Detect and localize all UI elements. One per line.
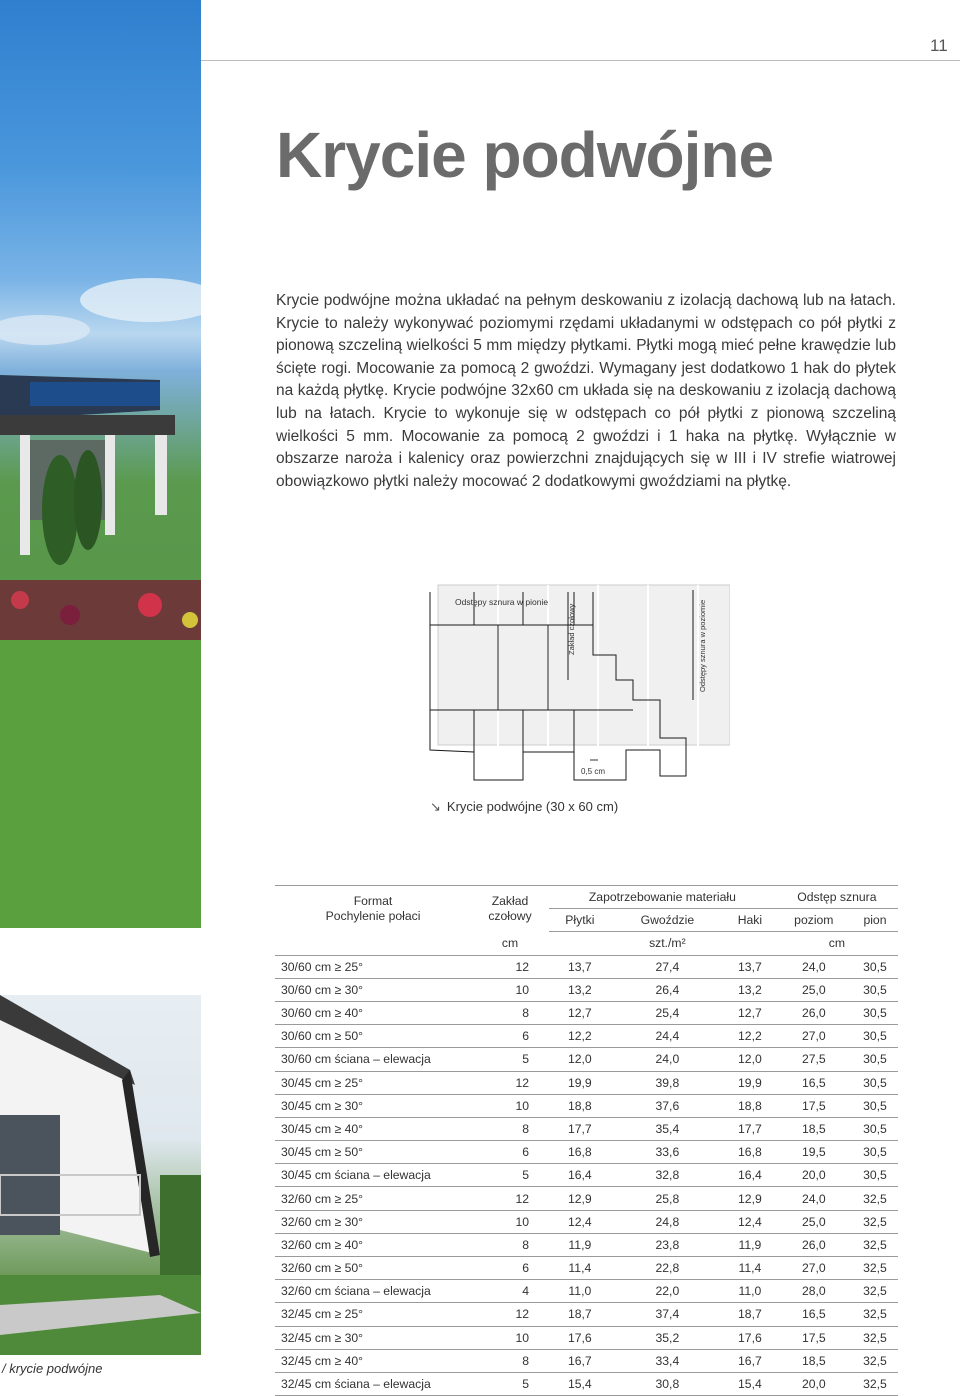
- material-table: [275, 885, 898, 1396]
- cell-vertical: 30,5: [852, 1141, 898, 1164]
- cell-hooks: 18,8: [724, 1094, 776, 1117]
- cell-tiles: 12,4: [549, 1210, 611, 1233]
- cell-vertical: 30,5: [852, 955, 898, 978]
- cell-nails: 35,4: [611, 1117, 724, 1140]
- cell-tiles: 15,4: [549, 1372, 611, 1395]
- cell-tiles: 16,8: [549, 1141, 611, 1164]
- cell-format: 30/60 cm ≥ 50°: [275, 1025, 471, 1048]
- cell-lap: 8: [471, 1233, 549, 1256]
- cell-format: 30/45 cm ≥ 40°: [275, 1117, 471, 1140]
- cell-format: 30/60 cm ≥ 25°: [275, 955, 471, 978]
- cell-tiles: 12,9: [549, 1187, 611, 1210]
- cell-nails: 23,8: [611, 1233, 724, 1256]
- cell-horizontal: 27,5: [776, 1048, 852, 1071]
- cell-nails: 33,6: [611, 1141, 724, 1164]
- cell-format: 32/45 cm ściana – elewacja: [275, 1372, 471, 1395]
- cell-nails: 24,0: [611, 1048, 724, 1071]
- cell-horizontal: 17,5: [776, 1326, 852, 1349]
- cell-nails: 25,4: [611, 1001, 724, 1024]
- label-gap: 0,5 cm: [581, 767, 606, 776]
- cell-format: 32/45 cm ≥ 25°: [275, 1303, 471, 1326]
- cell-format: 30/45 cm ściana – elewacja: [275, 1164, 471, 1187]
- table-row: [275, 1117, 898, 1140]
- cell-vertical: 32,5: [852, 1280, 898, 1303]
- cell-nails: 22,8: [611, 1257, 724, 1280]
- house-photo-top: [0, 0, 201, 928]
- table-row: [275, 1372, 898, 1395]
- cell-hooks: 12,0: [724, 1048, 776, 1071]
- cell-format: 32/60 cm ≥ 40°: [275, 1233, 471, 1256]
- cell-horizontal: 24,0: [776, 1187, 852, 1210]
- table-row: [275, 1233, 898, 1256]
- unit-material: szt./m²: [611, 932, 724, 955]
- header-tiles: Płytki: [549, 909, 611, 932]
- table-row: [275, 1094, 898, 1117]
- cell-nails: 30,8: [611, 1372, 724, 1395]
- cell-format: 30/60 cm ściana – elewacja: [275, 1048, 471, 1071]
- cell-horizontal: 16,5: [776, 1071, 852, 1094]
- cell-hooks: 17,7: [724, 1117, 776, 1140]
- cell-hooks: 11,4: [724, 1257, 776, 1280]
- cell-nails: 27,4: [611, 955, 724, 978]
- cell-lap: 5: [471, 1164, 549, 1187]
- cell-lap: 6: [471, 1025, 549, 1048]
- cell-lap: 8: [471, 1349, 549, 1372]
- cell-nails: 32,8: [611, 1164, 724, 1187]
- label-vertical-spacing: Odstępy sznura w pionie: [455, 597, 549, 607]
- cell-format: 30/60 cm ≥ 40°: [275, 1001, 471, 1024]
- cell-nails: 24,4: [611, 1025, 724, 1048]
- house-illustration-bottom: [0, 995, 201, 1355]
- cell-format: 32/45 cm ≥ 30°: [275, 1326, 471, 1349]
- cell-tiles: 13,2: [549, 978, 611, 1001]
- cell-tiles: 16,7: [549, 1349, 611, 1372]
- unit-spacing: cm: [776, 932, 898, 955]
- table-row: [275, 1071, 898, 1094]
- cell-hooks: 12,2: [724, 1025, 776, 1048]
- cell-tiles: 16,4: [549, 1164, 611, 1187]
- cell-tiles: 18,7: [549, 1303, 611, 1326]
- cell-vertical: 30,5: [852, 1048, 898, 1071]
- cell-horizontal: 26,0: [776, 1001, 852, 1024]
- cell-format: 30/45 cm ≥ 25°: [275, 1071, 471, 1094]
- cell-horizontal: 17,5: [776, 1094, 852, 1117]
- cell-nails: 37,6: [611, 1094, 724, 1117]
- cell-lap: 12: [471, 1303, 549, 1326]
- table-row: [275, 1257, 898, 1280]
- cell-horizontal: 25,0: [776, 1210, 852, 1233]
- cell-tiles: 18,8: [549, 1094, 611, 1117]
- table-row: [275, 1303, 898, 1326]
- cell-lap: 4: [471, 1280, 549, 1303]
- table-row: [275, 1048, 898, 1071]
- cell-lap: 6: [471, 1257, 549, 1280]
- table-row: [275, 1280, 898, 1303]
- cell-tiles: 11,9: [549, 1233, 611, 1256]
- cell-horizontal: 20,0: [776, 1372, 852, 1395]
- cell-vertical: 32,5: [852, 1326, 898, 1349]
- cell-vertical: 30,5: [852, 1164, 898, 1187]
- cell-hooks: 12,9: [724, 1187, 776, 1210]
- cell-hooks: 16,7: [724, 1349, 776, 1372]
- page-title: Krycie podwójne: [276, 119, 774, 191]
- photo-gap: [0, 928, 201, 995]
- cell-horizontal: 18,5: [776, 1349, 852, 1372]
- cell-nails: 33,4: [611, 1349, 724, 1372]
- cell-format: 30/60 cm ≥ 30°: [275, 978, 471, 1001]
- house-illustration-top: [0, 0, 201, 928]
- label-head-lap: Zakład czołowy: [567, 603, 576, 655]
- cell-lap: 10: [471, 978, 549, 1001]
- cell-horizontal: 25,0: [776, 978, 852, 1001]
- arrow-down-right-icon: ↘: [430, 799, 441, 814]
- cell-hooks: 16,4: [724, 1164, 776, 1187]
- cell-lap: 12: [471, 1187, 549, 1210]
- table-row: [275, 1025, 898, 1048]
- cell-nails: 37,4: [611, 1303, 724, 1326]
- cell-horizontal: 19,5: [776, 1141, 852, 1164]
- cell-tiles: 12,0: [549, 1048, 611, 1071]
- cell-horizontal: 24,0: [776, 955, 852, 978]
- label-horizontal-spacing: Odstępy sznura w poziomie: [698, 599, 707, 692]
- cell-format: 32/60 cm ściana – elewacja: [275, 1280, 471, 1303]
- cell-vertical: 32,5: [852, 1349, 898, 1372]
- cell-vertical: 32,5: [852, 1187, 898, 1210]
- cell-lap: 12: [471, 1071, 549, 1094]
- cell-hooks: 13,7: [724, 955, 776, 978]
- photo-column: [0, 0, 201, 1378]
- cell-lap: 10: [471, 1094, 549, 1117]
- cell-lap: 5: [471, 1372, 549, 1395]
- header-material: Zapotrzebowanie materiału: [549, 886, 776, 909]
- cell-hooks: 11,0: [724, 1280, 776, 1303]
- cell-tiles: 11,4: [549, 1257, 611, 1280]
- cell-hooks: 12,4: [724, 1210, 776, 1233]
- header-lap: Zakład czołowy: [471, 886, 549, 932]
- header-divider: [201, 60, 960, 61]
- page-number: 11: [930, 36, 948, 55]
- table-body: [275, 955, 898, 1396]
- cell-vertical: 30,5: [852, 1001, 898, 1024]
- cell-hooks: 11,9: [724, 1233, 776, 1256]
- cell-vertical: 30,5: [852, 978, 898, 1001]
- header-nails: Gwoździe: [611, 909, 724, 932]
- cell-vertical: 30,5: [852, 1071, 898, 1094]
- cell-format: 32/45 cm ≥ 40°: [275, 1349, 471, 1372]
- table-row: [275, 1326, 898, 1349]
- cell-horizontal: 16,5: [776, 1303, 852, 1326]
- cell-hooks: 13,2: [724, 978, 776, 1001]
- tile-layout-diagram: [428, 580, 730, 785]
- cell-tiles: 11,0: [549, 1280, 611, 1303]
- cell-vertical: 30,5: [852, 1025, 898, 1048]
- cell-format: 32/60 cm ≥ 50°: [275, 1257, 471, 1280]
- cell-format: 30/45 cm ≥ 30°: [275, 1094, 471, 1117]
- footer-tag: / krycie podwójne: [2, 1361, 103, 1376]
- diagram-caption: [430, 799, 618, 815]
- cell-tiles: 19,9: [549, 1071, 611, 1094]
- cell-format: 32/60 cm ≥ 30°: [275, 1210, 471, 1233]
- cell-vertical: 32,5: [852, 1233, 898, 1256]
- cell-vertical: 32,5: [852, 1303, 898, 1326]
- diagram-caption-text: Krycie podwójne (30 x 60 cm): [446, 799, 619, 814]
- cell-tiles: 13,7: [549, 955, 611, 978]
- cell-tiles: 12,7: [549, 1001, 611, 1024]
- header-hooks: Haki: [724, 909, 776, 932]
- cell-lap: 12: [471, 955, 549, 978]
- table-row: [275, 1141, 898, 1164]
- cell-vertical: 30,5: [852, 1117, 898, 1140]
- table-row: [275, 978, 898, 1001]
- cell-horizontal: 26,0: [776, 1233, 852, 1256]
- cell-nails: 25,8: [611, 1187, 724, 1210]
- cell-tiles: 12,2: [549, 1025, 611, 1048]
- cell-tiles: 17,6: [549, 1326, 611, 1349]
- table-row: [275, 1187, 898, 1210]
- cell-horizontal: 27,0: [776, 1257, 852, 1280]
- cell-hooks: 15,4: [724, 1372, 776, 1395]
- body-paragraph: Krycie podwójne można układać na pełnym deskowaniu z izolacją dachową lub na łatach. Krycie to należy wykonywać poziomymi rzędami układanymi w odstępach co pół płytki z pionową szczeliną wielkości 5 mm między płytkami. Płytki mogą mieć pełne krawędzie lub ścięte rogi. Mocowanie za pomocą 2 gwoździ. Wymagany jest dodatkowo 1 hak do płytek na każdą płytkę. Krycie podwójne 32x60 cm układa się na deskowaniu z izolacją dachową lub na łatach. Krycie to wykonuje się w odstępach co pół płytki z pionową szczeliną wielkości 5 mm. Mocowanie za pomocą 2 gwoździ i 1 haka na płytkę. Wyłącznie w obszarze naroża i kalenicy oraz powierzchni znajdujących się w III i IV strefie wiatrowej obowiązkowo płytki należy mocować 2 dodatkowymi gwoździami na płytkę.: [276, 292, 896, 490]
- cell-hooks: 18,7: [724, 1303, 776, 1326]
- cell-horizontal: 20,0: [776, 1164, 852, 1187]
- table-row: [275, 1164, 898, 1187]
- cell-lap: 6: [471, 1141, 549, 1164]
- cell-hooks: 16,8: [724, 1141, 776, 1164]
- cell-horizontal: 28,0: [776, 1280, 852, 1303]
- cell-hooks: 17,6: [724, 1326, 776, 1349]
- cell-nails: 26,4: [611, 978, 724, 1001]
- cell-lap: 5: [471, 1048, 549, 1071]
- unit-lap: cm: [471, 932, 549, 955]
- cell-format: 32/60 cm ≥ 25°: [275, 1187, 471, 1210]
- cell-vertical: 32,5: [852, 1210, 898, 1233]
- cell-vertical: 32,5: [852, 1372, 898, 1395]
- table-row: [275, 1349, 898, 1372]
- cell-nails: 22,0: [611, 1280, 724, 1303]
- cell-lap: 8: [471, 1001, 549, 1024]
- header-horizontal: poziom: [776, 909, 852, 932]
- cell-nails: 24,8: [611, 1210, 724, 1233]
- house-photo-bottom: [0, 995, 201, 1355]
- cell-horizontal: 27,0: [776, 1025, 852, 1048]
- cell-nails: 39,8: [611, 1071, 724, 1094]
- cell-horizontal: 18,5: [776, 1117, 852, 1140]
- header-spacing: Odstęp sznura: [776, 886, 898, 909]
- header-format: Format Pochylenie połaci: [275, 886, 471, 932]
- cell-lap: 10: [471, 1326, 549, 1349]
- cell-lap: 8: [471, 1117, 549, 1140]
- table-row: [275, 955, 898, 978]
- cell-nails: 35,2: [611, 1326, 724, 1349]
- header-vertical: pion: [852, 909, 898, 932]
- cell-tiles: 17,7: [549, 1117, 611, 1140]
- table-row: [275, 1210, 898, 1233]
- table-row: [275, 1001, 898, 1024]
- cell-vertical: 32,5: [852, 1257, 898, 1280]
- cell-lap: 10: [471, 1210, 549, 1233]
- cell-format: 30/45 cm ≥ 50°: [275, 1141, 471, 1164]
- cell-vertical: 30,5: [852, 1094, 898, 1117]
- cell-hooks: 19,9: [724, 1071, 776, 1094]
- cell-hooks: 12,7: [724, 1001, 776, 1024]
